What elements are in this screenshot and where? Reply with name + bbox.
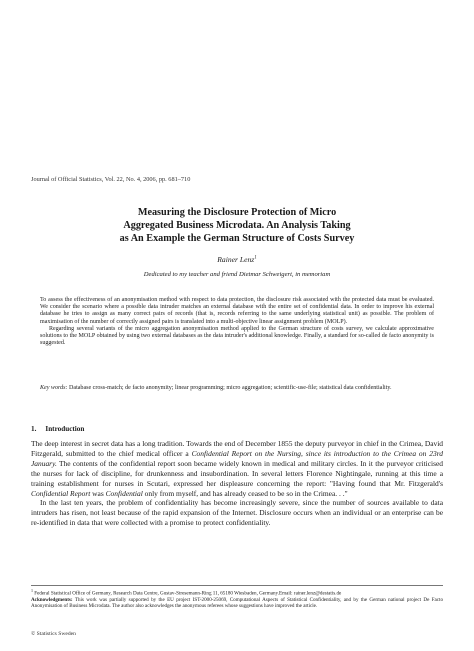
author-line [0, 255, 474, 264]
footnotes [31, 588, 443, 610]
copyright: © Statistics Sweden [31, 631, 76, 637]
keywords [40, 385, 434, 392]
title-line: as An Example the German Structure of Costs Survey [119, 233, 355, 245]
italic-text-run: Confidential [105, 488, 143, 498]
dedication: Dedicated to my teacher and friend Dietmar Schweigert, in memoriam [143, 271, 331, 278]
italic-text-run: Confidential Report on the Nursing, since its introduction to the Crimea on 23rd January. [31, 448, 443, 468]
abstract-paragraph: Regarding several variants of the micro aggregation anonymisation method applied to the German structure of costs survey, we calculate approximative solutions to the MOLP obtained by using two external databases as the data intruder's additional knowledge. Finally, a standard for so-called de facto anonymity is suggested. [40, 325, 434, 347]
paper-title [40, 206, 434, 246]
section-heading [31, 425, 84, 433]
title-line: Aggregated Business Microdata. An Analysis Taking [123, 220, 351, 232]
footnote [31, 588, 443, 597]
abstract-paragraph: To assess the effectiveness of an anonymisation method with respect to data protection, the disclosure risk associated with the protected data must be evaluated. We consider the scenario where a possible data intruder matches an external database with the entire set of confidential data. In order to improve his external database he tries to assign as many correct pairs of records (that is, records referring to the same underlying statistical unit) as possible. The problem of maximisation of the number of correctly assigned pairs is translated into a multi-objective linear assignment problem (MOLP). [40, 297, 434, 325]
keywords-text: Database cross-match; de facto anonymity; linear programming; micro aggregation; scientific-use-file; statistical data confidentiality. [69, 385, 392, 391]
text-run: was [90, 488, 106, 498]
title-line: Measuring the Disclosure Protection of Micro [137, 207, 337, 218]
author-name: Rainer Lenz [217, 255, 255, 264]
abstract [40, 297, 434, 347]
journal-reference: Journal of Official Statistics, Vol. 22, No. 4, 2006, pp. 681–710 [31, 176, 191, 183]
footnote-mark: 1 [31, 588, 33, 593]
author-footnote-mark: 1 [254, 255, 257, 261]
acknowledgments [31, 597, 443, 610]
footnote-divider [31, 585, 443, 586]
section-number: 1. [31, 425, 37, 433]
italic-text-run: Confidential Report [31, 488, 91, 498]
body-paragraph [31, 439, 443, 498]
text-run: only from myself, and has already ceased to be so in the Crimea. . ." [142, 488, 348, 498]
footnote-text: Federal Statistical Office of Germany, Research Data Centre, Gustav-Stresemann-Ring 11, 65180 Wiesbaden, Germany.Email: rainer.lenz@destatis.de [34, 590, 342, 597]
text-run: The deep interest in secret data has a long tradition. Towards the end of December 1855 the deputy purveyor in chief in the Crimea, David Fitzgerald, submitted to the chief medical officer a [31, 439, 443, 458]
introduction-body [31, 439, 443, 528]
acknowledgments-label: Acknowledgments: [31, 596, 73, 603]
keywords-label: Key words: [40, 385, 68, 391]
acknowledgments-text: This work was partially supported by the EU project IST-2000-25069, Computational Aspects of Statistical Confidentiality, and by the German national project De Facto Anonymisation of Business Microdata. The author also acknowledges the anonymous referees whose suggestions have improved the article. [31, 596, 443, 610]
body-paragraph: In the last ten years, the problem of confidentiality has become increasingly severe, since the number of sources available to data intruders has risen, not least because of the rapid expansion of the Internet. Disclosure occurs when an individual or an enterprise can be re-identified in data that were collected with a promise to protect confidentiality. [31, 498, 443, 528]
section-title: Introduction [45, 425, 85, 433]
text-run: The contents of the confidential report soon became widely known in medical and military circles. In it the purveyor criticised the nurses for lack of discipline, for drunkenness and insubordination. In several letters Florence Nightingale, running at this time a training establishment for nurses in Scutari, expressed her displeasure concerning the report: "Having found that Mr. Fitzgerald's [31, 458, 443, 488]
